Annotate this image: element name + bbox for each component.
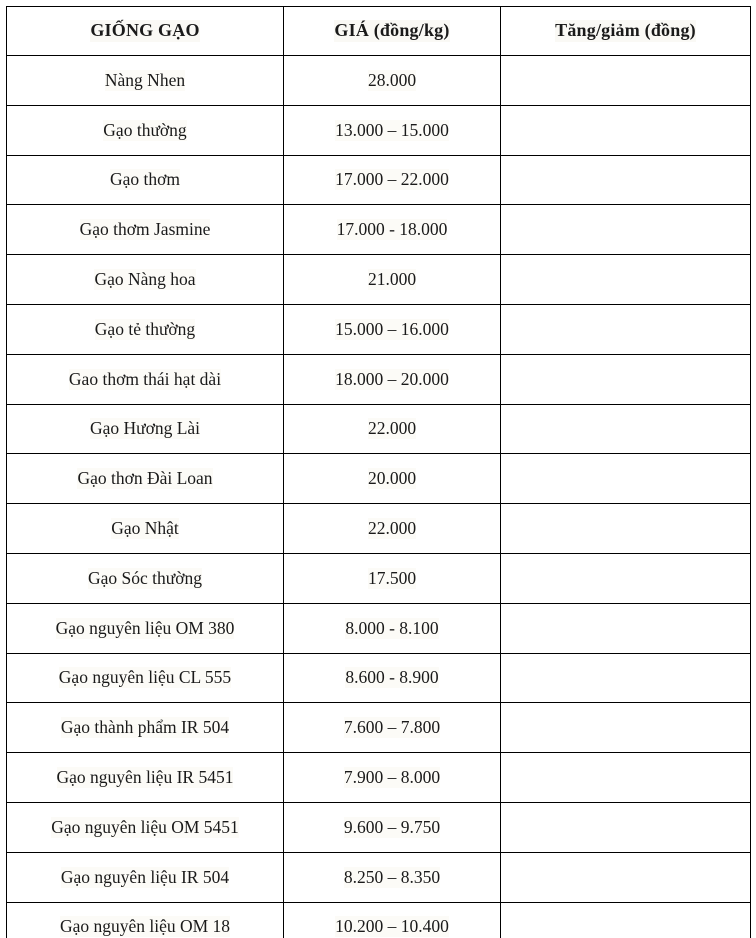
cell-rice-variety-text: Gạo thơm [109,169,180,190]
cell-price [284,105,501,155]
cell-change [501,56,751,106]
table-row [7,155,751,205]
cell-rice-variety-text: Gạo nguyên liệu CL 555 [58,667,232,688]
cell-price-text: 22.000 [367,518,417,539]
cell-rice-variety [7,304,284,354]
cell-price [284,56,501,106]
cell-rice-variety-text: Gạo nguyên liệu IR 504 [60,866,230,887]
cell-rice-variety-text: Gạo Nàng hoa [94,269,196,290]
cell-rice-variety [7,155,284,205]
table-row [7,902,751,938]
table-row [7,703,751,753]
cell-price-text: 17.000 - 18.000 [336,219,448,240]
cell-rice-variety [7,703,284,753]
cell-rice-variety-text: Gạo tẻ thường [94,318,196,339]
cell-rice-variety [7,255,284,305]
table-row [7,753,751,803]
cell-change [501,753,751,803]
cell-change [501,155,751,205]
cell-rice-variety-text: Gạo nguyên liệu IR 5451 [56,767,234,788]
cell-change [501,354,751,404]
table-row [7,105,751,155]
cell-rice-variety [7,753,284,803]
table-row [7,653,751,703]
cell-rice-variety-text: Gạo thơm Jasmine [79,219,211,240]
cell-rice-variety-text: Gạo nguyên liệu OM 18 [59,916,231,937]
cell-price [284,205,501,255]
column-header-price [284,7,501,56]
cell-change [501,105,751,155]
cell-rice-variety-text: Gạo nguyên liệu OM 380 [55,617,235,638]
table-row [7,553,751,603]
cell-price-text: 17.500 [367,567,417,588]
cell-price [284,504,501,554]
cell-price [284,454,501,504]
cell-rice-variety [7,454,284,504]
cell-price [284,255,501,305]
table-row [7,454,751,504]
cell-rice-variety-text: Gạo thành phẩm IR 504 [60,717,230,738]
cell-price-text: 17.000 – 22.000 [335,169,449,190]
cell-price-text: 7.600 – 7.800 [343,717,441,738]
cell-change [501,703,751,753]
cell-rice-variety [7,852,284,902]
cell-rice-variety [7,553,284,603]
cell-price-text: 13.000 – 15.000 [335,119,449,140]
table-row [7,354,751,404]
column-header-rice-variety-label: GIỐNG GẠO [90,20,200,41]
cell-price [284,902,501,938]
cell-rice-variety [7,603,284,653]
cell-rice-variety [7,653,284,703]
table-header-row [7,7,751,56]
cell-rice-variety-text: Gạo Nhật [111,518,179,539]
cell-rice-variety [7,354,284,404]
cell-price-text: 10.200 – 10.400 [335,916,449,937]
table-row [7,304,751,354]
cell-change [501,902,751,938]
cell-price [284,354,501,404]
cell-rice-variety [7,205,284,255]
cell-price-text: 22.000 [367,418,417,439]
cell-change [501,304,751,354]
cell-price [284,553,501,603]
cell-price [284,653,501,703]
cell-rice-variety-text: Nàng Nhen [104,69,186,90]
cell-rice-variety-text: Gạo Sóc thường [87,567,202,588]
cell-rice-variety-text: Gao thơm thái hạt dài [68,368,222,389]
cell-price-text: 21.000 [367,269,417,290]
table-row [7,404,751,454]
table-row [7,852,751,902]
cell-price [284,155,501,205]
rice-price-table [6,6,751,938]
column-header-change-label: Tăng/giảm (đồng) [555,20,696,41]
cell-price-text: 8.600 - 8.900 [345,667,439,688]
cell-price-text: 20.000 [367,468,417,489]
cell-change [501,603,751,653]
cell-change [501,454,751,504]
cell-change [501,802,751,852]
cell-rice-variety-text: Gạo Hương Lài [89,418,201,439]
cell-price [284,753,501,803]
table-row [7,255,751,305]
cell-rice-variety-text: Gạo thường [103,119,187,140]
cell-price [284,852,501,902]
cell-rice-variety [7,902,284,938]
cell-change [501,504,751,554]
cell-change [501,404,751,454]
cell-price [284,304,501,354]
cell-rice-variety [7,504,284,554]
cell-change [501,553,751,603]
cell-rice-variety-text: Gạo nguyên liệu OM 5451 [51,816,239,837]
cell-rice-variety-text: Gạo thơn Đài Loan [77,468,213,489]
table-header [7,7,751,56]
cell-change [501,205,751,255]
cell-change [501,653,751,703]
cell-price [284,603,501,653]
table-row [7,205,751,255]
cell-price [284,802,501,852]
cell-price-text: 28.000 [367,69,417,90]
table-row [7,603,751,653]
cell-price-text: 15.000 – 16.000 [335,318,449,339]
cell-change [501,852,751,902]
table-row [7,802,751,852]
cell-rice-variety [7,56,284,106]
cell-price [284,703,501,753]
cell-price [284,404,501,454]
cell-price-text: 7.900 – 8.000 [343,767,441,788]
cell-rice-variety [7,404,284,454]
cell-rice-variety [7,105,284,155]
table-row [7,56,751,106]
table-row [7,504,751,554]
table-body [7,56,751,938]
cell-price-text: 8.000 - 8.100 [345,617,439,638]
cell-rice-variety [7,802,284,852]
cell-price-text: 9.600 – 9.750 [343,816,441,837]
column-header-price-label: GIÁ (đồng/kg) [334,20,450,41]
column-header-rice-variety [7,7,284,56]
cell-change [501,255,751,305]
cell-price-text: 8.250 – 8.350 [343,866,441,887]
cell-price-text: 18.000 – 20.000 [335,368,449,389]
column-header-change [501,7,751,56]
